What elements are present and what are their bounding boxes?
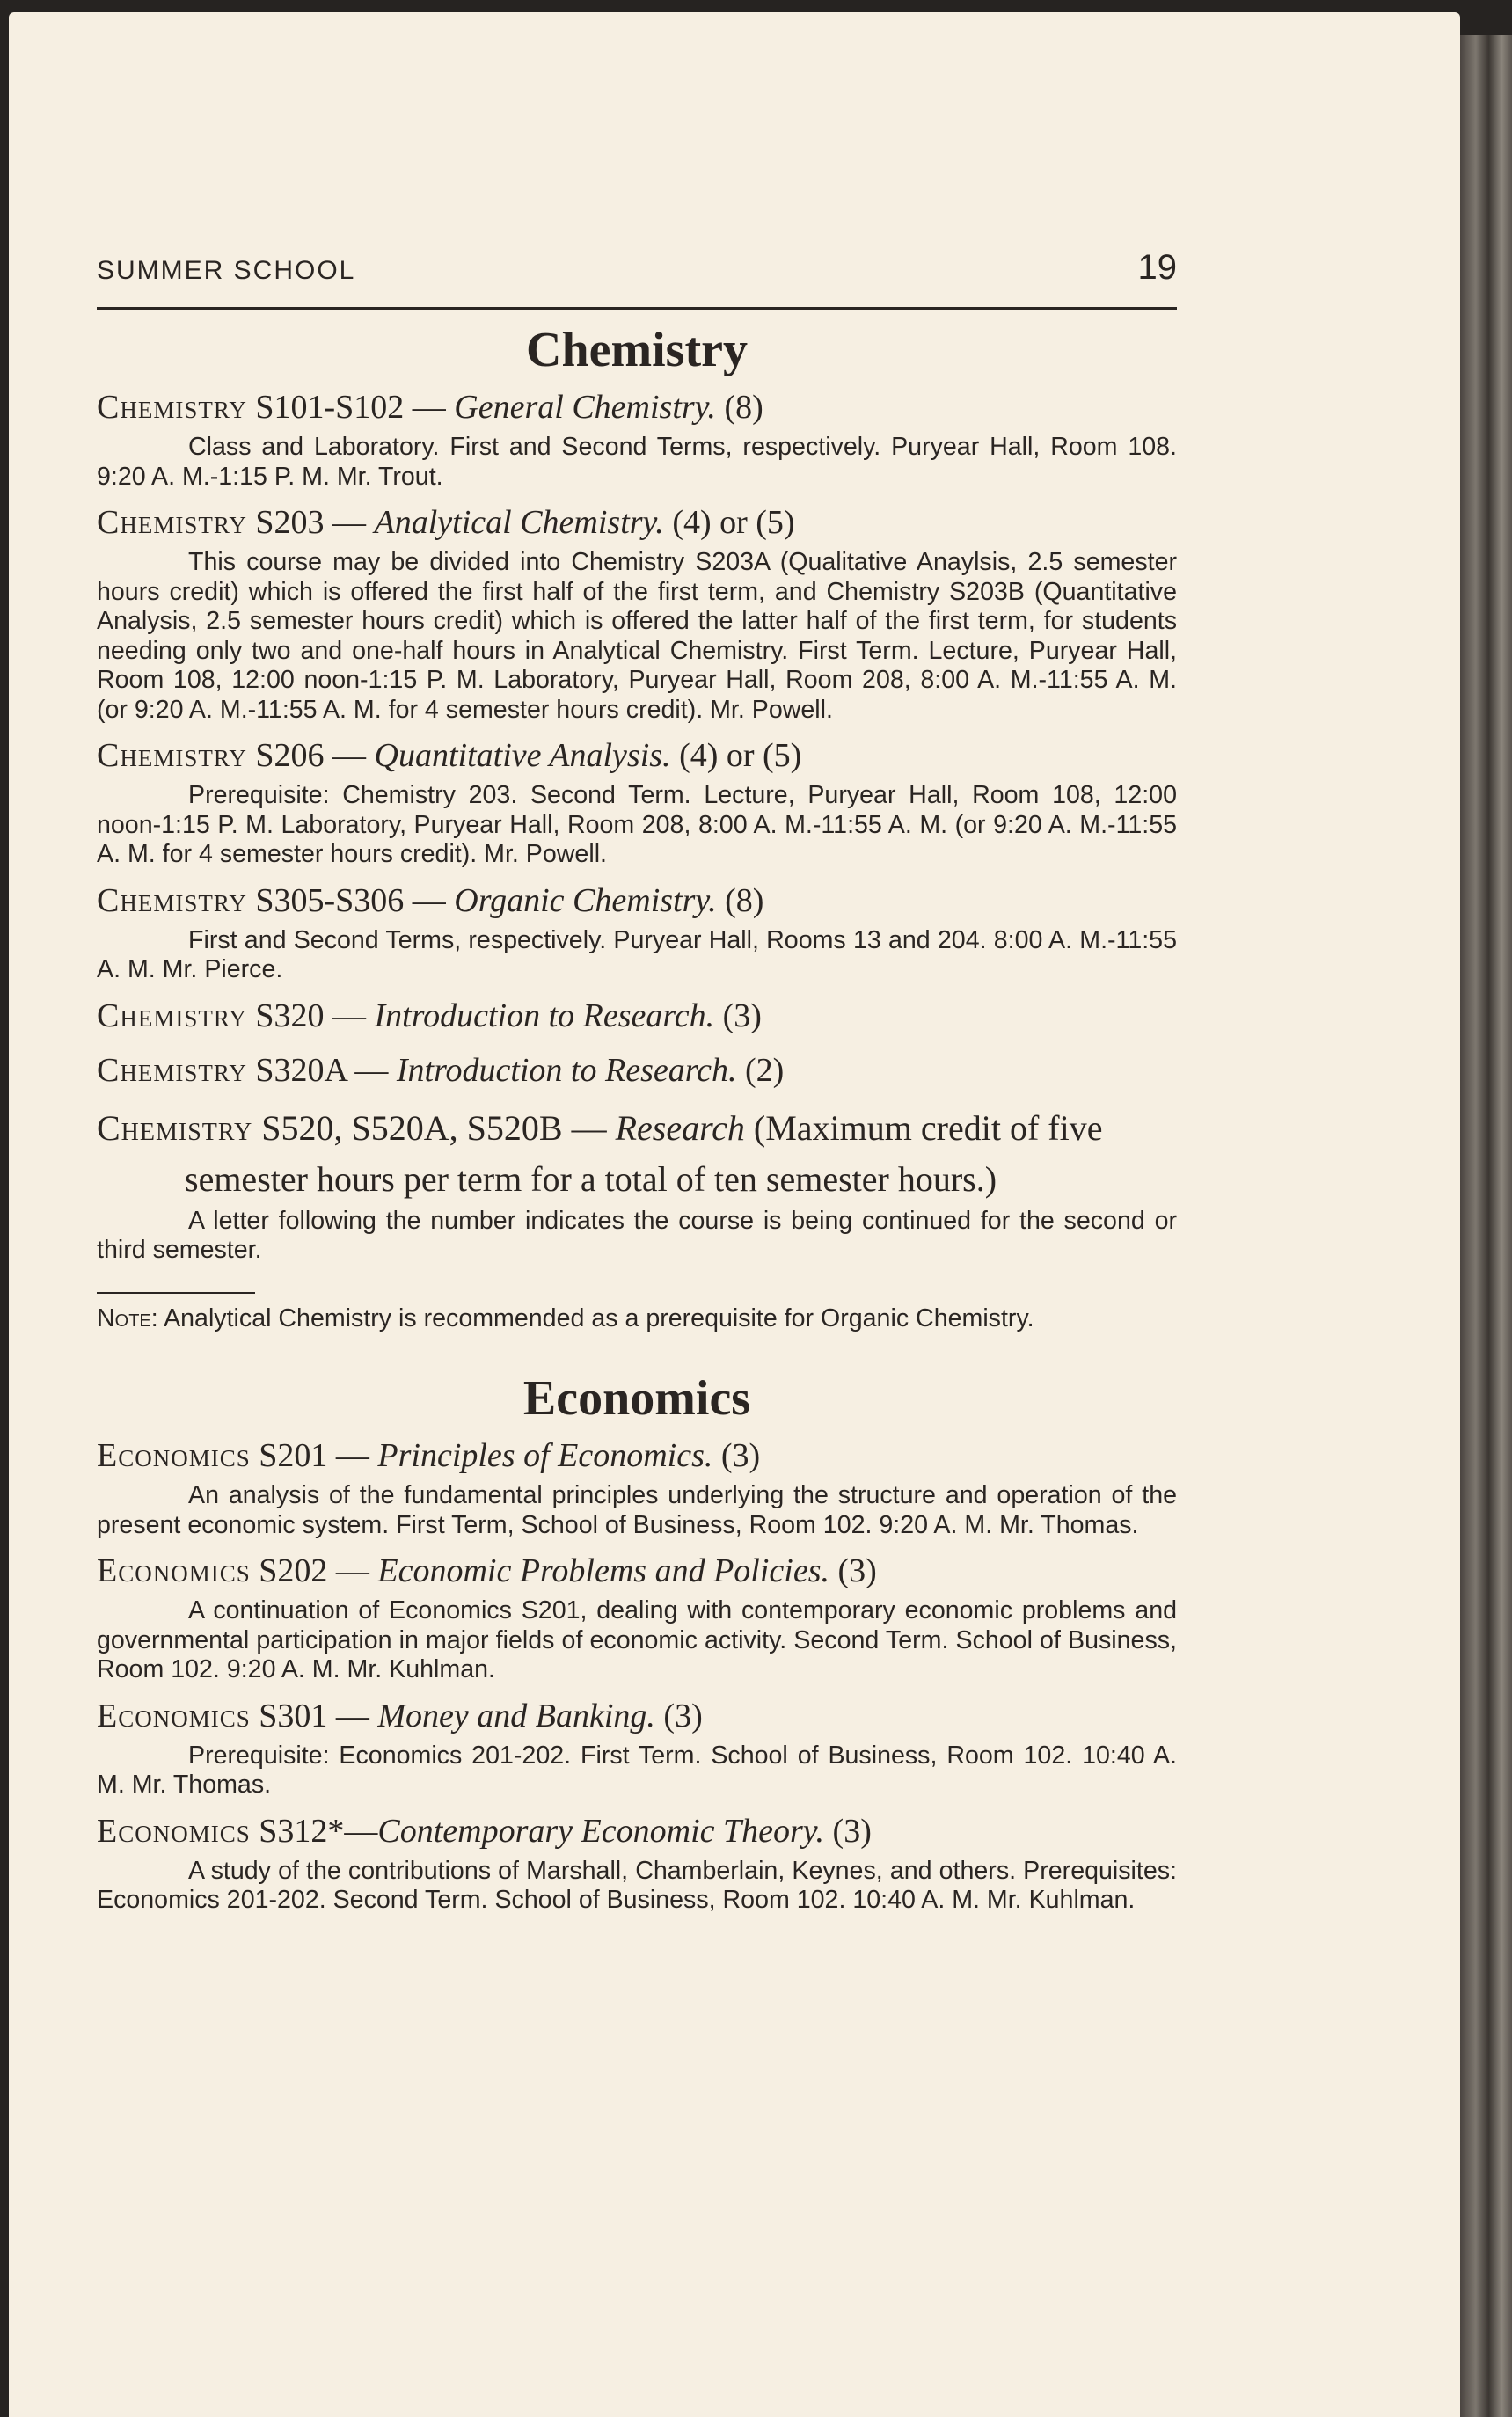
course-heading [97, 877, 1177, 924]
course-entry [97, 1432, 1177, 1540]
course-number: S320 — [255, 997, 375, 1034]
course-description: A continuation of Economics S201, dealing with contemporary economic problems and governmental participation in major fields of economic activity. Second Term. School of Business, Room 102. 9:20 A. M. Mr. Kuhlman. [97, 1596, 1177, 1683]
course-entry [97, 1807, 1177, 1916]
course-credit: (8) [716, 881, 764, 919]
course-entry [97, 1047, 1177, 1094]
course-number: S320A — [255, 1051, 397, 1089]
course-heading [97, 1047, 1177, 1094]
course-number: S101-S102 — [255, 389, 455, 426]
course-credit: (3) [829, 1552, 877, 1589]
course-title: Analytical Chemistry. [374, 504, 664, 541]
course-entry [97, 1547, 1177, 1685]
course-entry [97, 992, 1177, 1040]
course-entry [97, 732, 1177, 870]
course-title: Principles of Economics. [377, 1437, 713, 1474]
course-credit: (3) [824, 1812, 872, 1850]
course-description: Class and Laboratory. First and Second Terms, respectively. Puryear Hall, Room 108. 9:20 A. M.-1:15 P. M. Mr. Trout. [97, 433, 1177, 491]
running-title: SUMMER SCHOOL [97, 256, 356, 285]
course-credit: (4) or (5) [663, 504, 795, 541]
course-department: Chemistry [97, 1051, 247, 1089]
course-heading [97, 1432, 1177, 1479]
section-heading-economics: Economics [522, 1371, 751, 1426]
course-department: Chemistry [97, 504, 247, 541]
course-credit: (3) [714, 997, 762, 1034]
course-number: S312*— [259, 1812, 378, 1850]
course-heading [97, 383, 1177, 431]
course-entry-research [97, 1103, 1177, 1266]
note-text: : Analytical Chemistry is recommended as a prerequisite for Organic Chemistry. [150, 1303, 1034, 1333]
page-number: 19 [1137, 248, 1177, 287]
chemistry-note [97, 1304, 1177, 1334]
course-credit: (4) or (5) [670, 737, 802, 774]
course-number: S305-S306 — [255, 881, 455, 919]
course-number: S201 — [259, 1437, 378, 1474]
course-heading [97, 992, 1177, 1040]
course-department: Chemistry [97, 389, 247, 426]
course-entry [97, 383, 1177, 492]
course-credit: (3) [712, 1437, 761, 1474]
course-department: Economics [97, 1812, 251, 1850]
section-heading-chemistry: Chemistry [526, 323, 748, 377]
course-department: Economics [97, 1697, 251, 1734]
course-heading [97, 1547, 1177, 1595]
course-department: Chemistry [97, 737, 247, 774]
course-credit: (8) [715, 389, 763, 426]
course-number: S301 — [259, 1697, 378, 1734]
footnote-divider [97, 1292, 255, 1294]
course-number: S202 — [259, 1552, 378, 1589]
course-description: This course may be divided into Chemistry S203A (Qualitative Anaylsis, 2.5 semester hours credit) which is offered the first half of the first term, and Chemistry S203B (Quantitative Analysis, 2.5 semester hours credit) which is offered the latter half of the first term, for students needing only two and one-half hours in Analytical Chemistry. First Term. Lecture, Puryear Hall, Room 108, 12:00 noon-1:15 P. M. Laboratory, Puryear Hall, Room 208, 8:00 A. M.-11:55 A. M. (or 9:20 A. M.-11:55 A. M. for 4 semester hours credit). Mr. Powell. [97, 548, 1177, 724]
course-department: Chemistry [97, 881, 247, 919]
course-description: A study of the contributions of Marshall, Chamberlain, Keynes, and others. Prerequisites: Economics 201-202. Second Term. School of Business, Room 102. 10:40 A. M. Mr. Kuhlman. [97, 1856, 1177, 1914]
book-spine [1460, 35, 1512, 2417]
course-heading [97, 499, 1177, 546]
course-credit: (Maximum credit of five semester hours per term for a total of ten semester hours.) [185, 1107, 1103, 1199]
course-entry [97, 877, 1177, 985]
course-title: General Chemistry. [454, 389, 716, 426]
course-credit: (3) [654, 1697, 703, 1734]
course-title: Quantitative Analysis. [374, 737, 671, 774]
course-department: Chemistry [97, 1107, 253, 1148]
running-header [97, 248, 1177, 310]
course-title: Economic Problems and Policies. [377, 1552, 829, 1589]
course-title: Organic Chemistry. [454, 881, 717, 919]
course-description: A letter following the number indicates the course is being continued for the second or third semester. [97, 1206, 1177, 1264]
course-title: Money and Banking. [377, 1697, 655, 1734]
course-title: Introduction to Research. [396, 1051, 737, 1089]
course-description: First and Second Terms, respectively. Puryear Hall, Rooms 13 and 204. 8:00 A. M.-11:55 A. M. Mr. Pierce. [97, 925, 1177, 983]
course-number: S203 — [255, 504, 375, 541]
course-title: Contemporary Economic Theory. [377, 1812, 825, 1850]
course-entry [97, 499, 1177, 725]
course-department: Economics [97, 1552, 251, 1589]
course-department: Economics [97, 1437, 251, 1474]
course-number: S520, S520A, S520B — [261, 1107, 616, 1148]
page-content [97, 248, 1177, 1923]
course-title: Introduction to Research. [374, 997, 715, 1034]
course-heading [97, 1692, 1177, 1740]
course-entry [97, 1692, 1177, 1800]
course-title: Research [615, 1107, 745, 1148]
course-heading [97, 1103, 1177, 1205]
course-number: S206 — [255, 737, 375, 774]
note-label: Note [97, 1303, 151, 1333]
course-credit: (2) [736, 1051, 785, 1089]
course-department: Chemistry [97, 997, 247, 1034]
course-heading [97, 732, 1177, 779]
course-description: Prerequisite: Chemistry 203. Second Term. Lecture, Puryear Hall, Room 108, 12:00 noon-1:15 P. M. Laboratory, Puryear Hall, Room 208, 8:00 A. M.-11:55 A. M. (or 9:20 A. M.-11:55 A. M. for 4 semester hours credit). Mr. Powell. [97, 781, 1177, 868]
course-heading [97, 1807, 1177, 1855]
course-description: Prerequisite: Economics 201-202. First Term. School of Business, Room 102. 10:40 A. M. Mr. Thomas. [97, 1741, 1177, 1799]
course-description: An analysis of the fundamental principles underlying the structure and operation of the present economic system. First Term, School of Business, Room 102. 9:20 A. M. Mr. Thomas. [97, 1481, 1177, 1539]
